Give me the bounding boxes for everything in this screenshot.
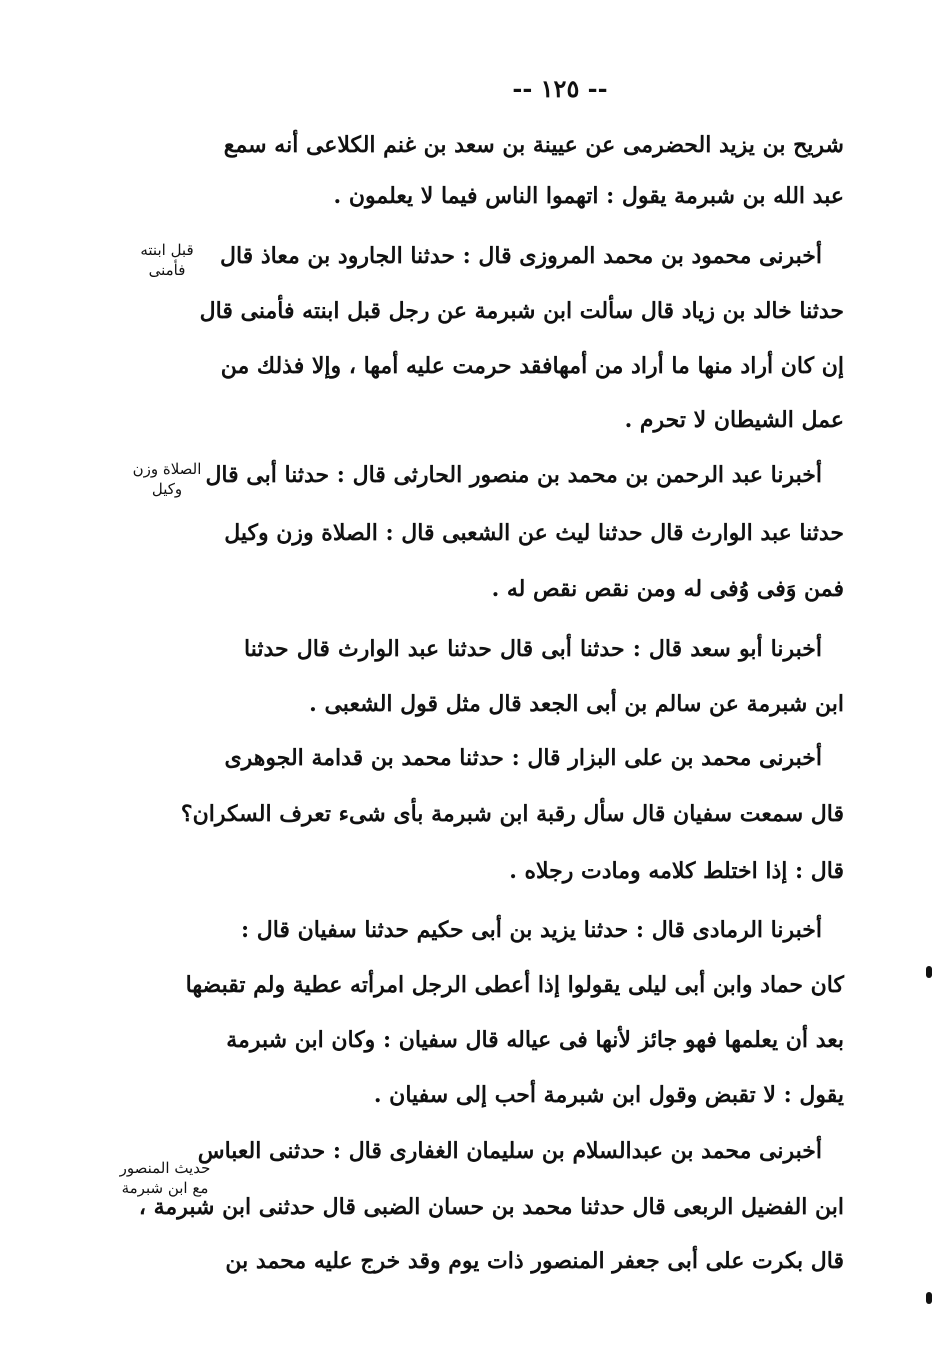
text-line: حدثنا عبد الوارث قال حدثنا ليث عن الشعبى قال : الصلاة وزن وكيل <box>224 520 844 546</box>
text-line: فمن وَفى وُفى له ومن نقص نقص له . <box>491 576 844 602</box>
text-line: أخبرنا عبد الرحمن بن محمد بن منصور الحارثى قال : حدثنا أبى قال <box>205 462 822 488</box>
text-line: أخبرنا أبو سعد قال : حدثنا أبى قال حدثنا عبد الوارث قال حدثنا <box>244 636 822 662</box>
text-line: ابن شبرمة عن سالم بن أبى الجعد قال مثل قول الشعبى . <box>309 691 844 717</box>
text-line: عمل الشيطان لا تحرم . <box>624 407 844 433</box>
text-line: حدثنا خالد بن زياد قال سألت ابن شبرمة عن رجل قبل ابنته فأمنى قال <box>199 298 844 324</box>
margin-note-line: حديث المنصور <box>119 1159 211 1177</box>
margin-note-line: وكيل <box>151 480 183 498</box>
text-line: شريح بن يزيد الحضرمى عن عيينة بن سعد بن غنم الكلاعى أنه سمع <box>223 132 844 158</box>
text-line: يقول : لا تقبض وقول ابن شبرمة أحب إلى سفيان . <box>373 1082 844 1108</box>
text-line: أخبرنى محمود بن محمد المروزى قال : حدثنا الجارود بن معاذ قال <box>219 243 822 269</box>
margin-note-line: فأمنى <box>148 261 186 279</box>
text-line: بعد أن يعلمها فهو جائز لأنها فى عياله قال سفيان : وكان ابن شبرمة <box>226 1027 844 1053</box>
text-line: كان حماد وابن أبى ليلى يقولوا إذا أعطى الرجل امرأته عطية ولم تقبضها <box>185 972 844 998</box>
scan-mark <box>926 1292 932 1304</box>
text-line: أخبرنى محمد بن على البزار قال : حدثنا محمد بن قدامة الجوهرى <box>224 745 822 771</box>
text-line: قال سمعت سفيان قال سأل رقبة ابن شبرمة بأى شىء تعرف السكران؟ <box>180 801 844 827</box>
margin-note <box>112 240 222 280</box>
text-line: قال : إذا اختلط كلامه ومادت رجلاه . <box>509 858 844 884</box>
margin-note-line: قبل ابنته <box>140 241 194 259</box>
margin-note <box>112 459 222 499</box>
text-line: إن كان أراد منها ما أراد من أمهافقد حرمت عليه أمها ، وإلا فذلك من <box>220 353 844 379</box>
text-line: أخبرنا الرمادى قال : حدثنا يزيد بن أبى حكيم حدثنا سفيان قال : <box>240 917 822 943</box>
margin-note-line: الصلاة وزن <box>132 460 202 478</box>
text-line: أخبرنى محمد بن عبدالسلام بن سليمان الغفارى قال : حدثنى العباس <box>197 1138 822 1164</box>
text-line: ابن الفضيل الربعى قال حدثنا محمد بن حسان الضبى قال حدثنى ابن شبرمة ، <box>138 1194 844 1220</box>
text-line: عبد الله بن شبرمة يقول : اتهموا الناس فيما لا يعلمون . <box>333 183 844 209</box>
margin-note-line: مع ابن شبرمة <box>121 1179 209 1197</box>
margin-note <box>110 1158 220 1198</box>
page-number: -- ١٢٥ -- <box>512 74 608 103</box>
text-line: قال بكرت على أبى جعفر المنصور ذات يوم وقد خرج عليه محمد بن <box>225 1248 844 1274</box>
scan-mark <box>926 966 932 978</box>
